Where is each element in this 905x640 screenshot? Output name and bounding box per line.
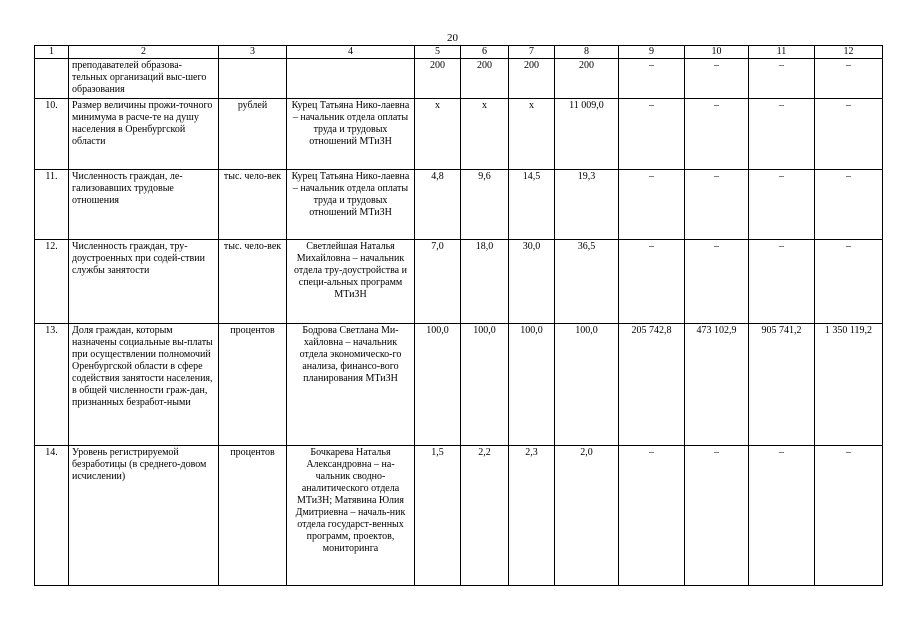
value-cell-11: – <box>749 240 815 324</box>
row-number-cell: 13. <box>35 324 69 446</box>
value-cell-9: – <box>619 59 685 99</box>
value-cell-7: 14,5 <box>509 170 555 240</box>
value-cell-12: – <box>815 446 883 586</box>
table-row <box>35 59 883 99</box>
value-cell-8: 36,5 <box>555 240 619 324</box>
value-cell-5: 7,0 <box>415 240 461 324</box>
value-cell-9: 205 742,8 <box>619 324 685 446</box>
page-number: 20 <box>447 32 458 44</box>
header-cell: 1 <box>35 46 69 59</box>
table-row <box>35 240 883 324</box>
value-cell-12: – <box>815 59 883 99</box>
indicator-name-cell: Доля граждан, которым назначены социальные вы-платы при осуществлении полномочий Оренбургской области в сфере содействия занятости населения, в общей численности граж-дан, признанных безработ-ными <box>69 324 219 446</box>
header-cell: 11 <box>749 46 815 59</box>
indicator-table <box>34 45 883 586</box>
value-cell-9: – <box>619 170 685 240</box>
responsible-cell <box>287 59 415 99</box>
responsible-cell: Бочкарева Наталья Александровна – на-чальник сводно-аналитического отдела МТиЗН; Матявина Юлия Дмитриевна – началь-ник отдела государст-венных программ, проектов, мониторинга <box>287 446 415 586</box>
header-cell: 9 <box>619 46 685 59</box>
value-cell-6: 9,6 <box>461 170 509 240</box>
unit-cell <box>219 59 287 99</box>
value-cell-9: – <box>619 240 685 324</box>
value-cell-5: 200 <box>415 59 461 99</box>
value-cell-12: – <box>815 170 883 240</box>
indicator-name-cell: Уровень регистрируемой безработицы (в среднего-довом исчислении) <box>69 446 219 586</box>
value-cell-5: 4,8 <box>415 170 461 240</box>
value-cell-12: – <box>815 99 883 170</box>
value-cell-11: – <box>749 170 815 240</box>
value-cell-6: 18,0 <box>461 240 509 324</box>
value-cell-6: х <box>461 99 509 170</box>
column-number-row <box>35 46 883 59</box>
value-cell-10: – <box>685 59 749 99</box>
row-number-cell: 14. <box>35 446 69 586</box>
header-cell: 3 <box>219 46 287 59</box>
indicator-name-cell: преподавателей образова-тельных организаций выс-шего образования <box>69 59 219 99</box>
indicator-name-cell: Размер величины прожи-точного минимума в расче-те на душу населения в Оренбургской области <box>69 99 219 170</box>
value-cell-5: х <box>415 99 461 170</box>
header-cell: 6 <box>461 46 509 59</box>
header-cell: 4 <box>287 46 415 59</box>
value-cell-7: 2,3 <box>509 446 555 586</box>
row-number-cell: 11. <box>35 170 69 240</box>
value-cell-5: 1,5 <box>415 446 461 586</box>
header-cell: 7 <box>509 46 555 59</box>
header-cell: 8 <box>555 46 619 59</box>
value-cell-8: 200 <box>555 59 619 99</box>
value-cell-12: – <box>815 240 883 324</box>
table-row <box>35 170 883 240</box>
value-cell-6: 100,0 <box>461 324 509 446</box>
value-cell-10: 473 102,9 <box>685 324 749 446</box>
value-cell-10: – <box>685 446 749 586</box>
value-cell-7: 100,0 <box>509 324 555 446</box>
value-cell-10: – <box>685 99 749 170</box>
header-cell: 2 <box>69 46 219 59</box>
header-cell: 12 <box>815 46 883 59</box>
table-row <box>35 324 883 446</box>
unit-cell: рублей <box>219 99 287 170</box>
row-number-cell <box>35 59 69 99</box>
unit-cell: процентов <box>219 446 287 586</box>
value-cell-10: – <box>685 240 749 324</box>
responsible-cell: Светлейшая Наталья Михайловна – начальник отдела тру-доустройства и специ-альных программ МТиЗН <box>287 240 415 324</box>
responsible-cell: Курец Татьяна Нико-лаевна – начальник отдела оплаты труда и трудовых отношений МТиЗН <box>287 170 415 240</box>
value-cell-11: – <box>749 99 815 170</box>
value-cell-8: 100,0 <box>555 324 619 446</box>
responsible-cell: Бодрова Светлана Ми-хайловна – начальник отдела экономическо-го анализа, финансо-вого планирования МТиЗН <box>287 324 415 446</box>
value-cell-9: – <box>619 99 685 170</box>
value-cell-8: 19,3 <box>555 170 619 240</box>
unit-cell: тыс. чело-век <box>219 240 287 324</box>
value-cell-7: 200 <box>509 59 555 99</box>
value-cell-11: – <box>749 446 815 586</box>
value-cell-9: – <box>619 446 685 586</box>
value-cell-11: – <box>749 59 815 99</box>
unit-cell: тыс. чело-век <box>219 170 287 240</box>
value-cell-10: – <box>685 170 749 240</box>
header-cell: 10 <box>685 46 749 59</box>
value-cell-12: 1 350 119,2 <box>815 324 883 446</box>
header-cell: 5 <box>415 46 461 59</box>
responsible-cell: Курец Татьяна Нико-лаевна – начальник отдела оплаты труда и трудовых отношений МТиЗН <box>287 99 415 170</box>
value-cell-7: х <box>509 99 555 170</box>
value-cell-11: 905 741,2 <box>749 324 815 446</box>
value-cell-6: 2,2 <box>461 446 509 586</box>
indicator-name-cell: Численность граждан, ле-гализовавших трудовые отношения <box>69 170 219 240</box>
unit-cell: процентов <box>219 324 287 446</box>
value-cell-7: 30,0 <box>509 240 555 324</box>
value-cell-8: 11 009,0 <box>555 99 619 170</box>
table-row <box>35 446 883 586</box>
value-cell-6: 200 <box>461 59 509 99</box>
value-cell-8: 2,0 <box>555 446 619 586</box>
indicator-name-cell: Численность граждан, тру-доустроенных при содей-ствии службы занятости <box>69 240 219 324</box>
row-number-cell: 10. <box>35 99 69 170</box>
row-number-cell: 12. <box>35 240 69 324</box>
value-cell-5: 100,0 <box>415 324 461 446</box>
table-row <box>35 99 883 170</box>
